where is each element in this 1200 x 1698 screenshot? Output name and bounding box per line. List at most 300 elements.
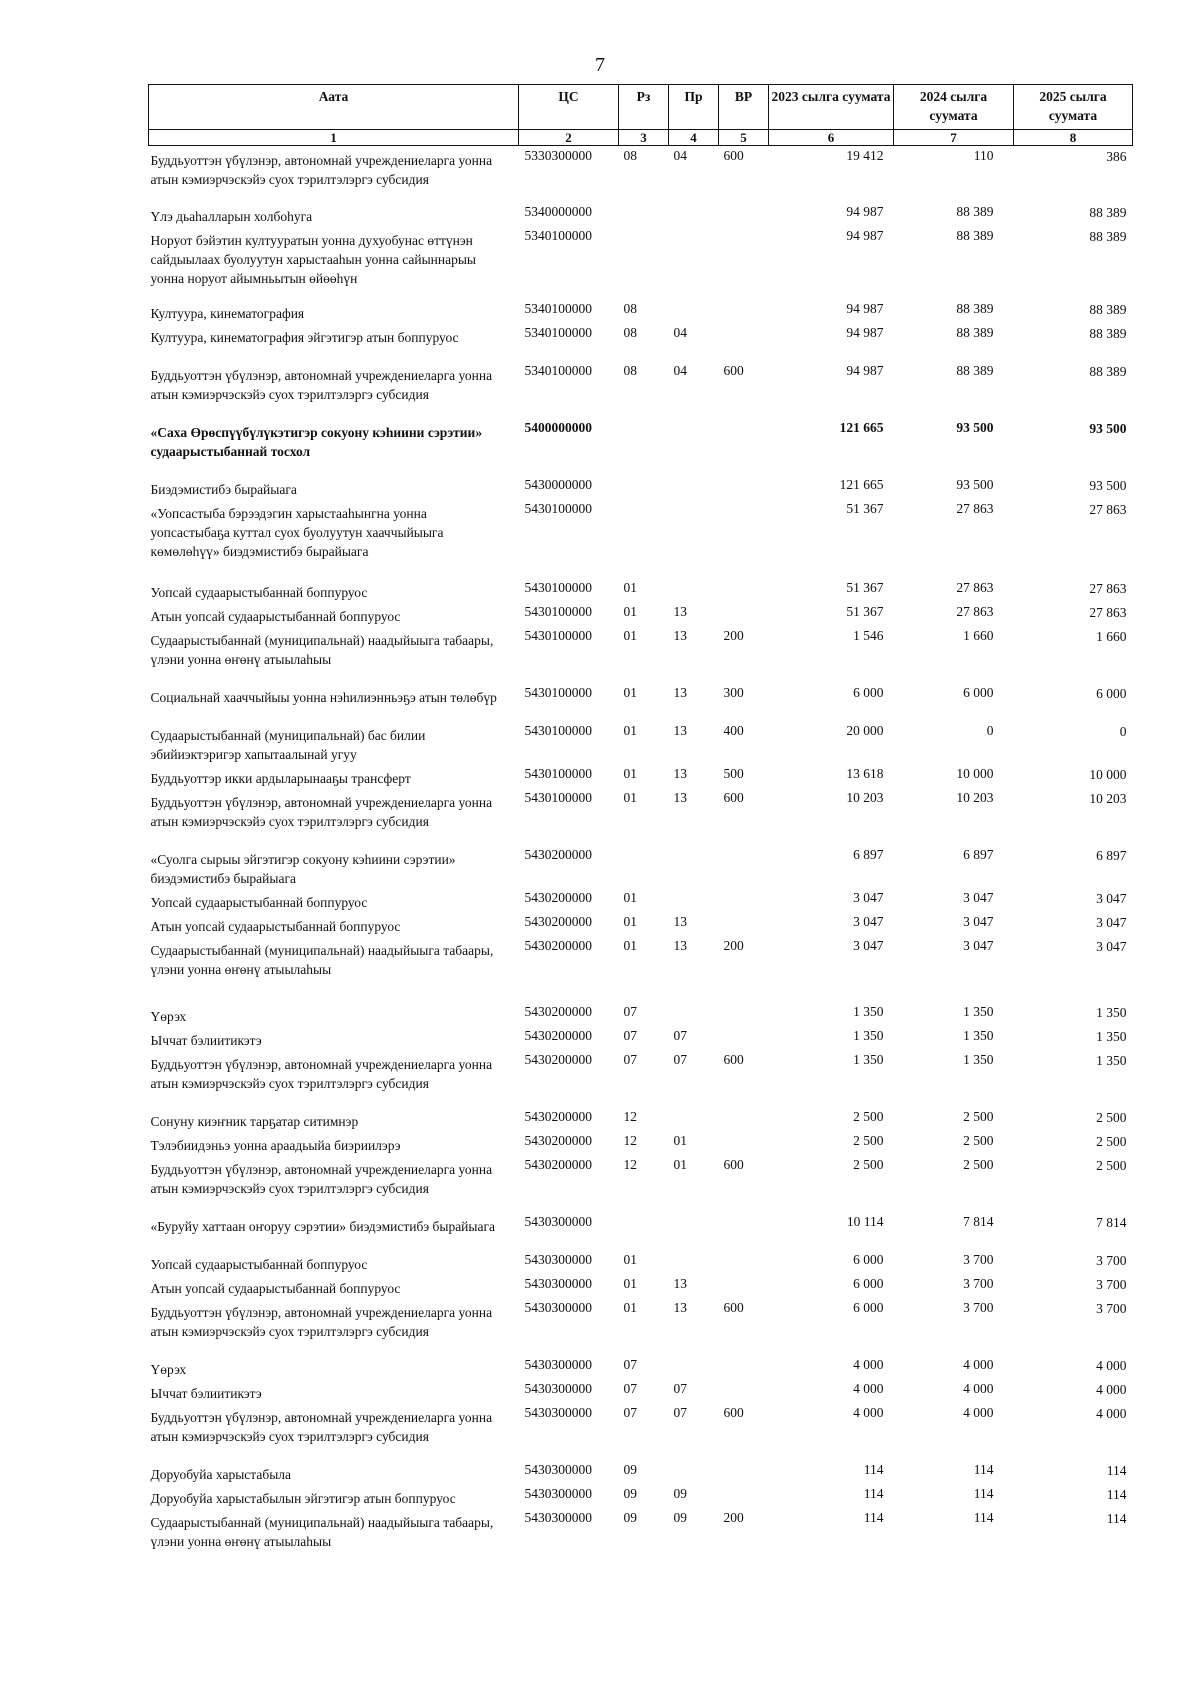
row-value-2024-cell: 3 700 xyxy=(963,1251,994,1267)
row-name: Буддьуоттэн үбүлэнэр, автономнай учреждениеларга уонна атын кэмиэрчэскэйэ суох тэрилтэлэргэ субсидия xyxy=(150,367,493,402)
row-name-cell xyxy=(149,475,519,499)
table-row xyxy=(149,721,1133,764)
row-name: Култуура, кинематография xyxy=(150,305,305,321)
table-row xyxy=(149,1050,1133,1107)
row-pr-cell: 13 xyxy=(673,1275,687,1291)
row-value-2024-cell: 2 500 xyxy=(963,1132,994,1148)
row-name: Уопсай судаарыстыбаннай боппуруос xyxy=(150,1256,368,1272)
row-name: Тэлэбиидэньэ уонна араадьыйа биэриилэрэ xyxy=(150,1137,401,1153)
row-value-2024-cell: 3 700 xyxy=(963,1275,994,1291)
row-name-cell xyxy=(149,1298,519,1355)
row-pr-cell xyxy=(669,475,719,499)
row-name: Доруобуйа харыстабылын эйгэтигэр атын боппуруос xyxy=(150,1490,456,1506)
row-rz-cell: 07 xyxy=(623,1027,637,1043)
row-value-2025-cell xyxy=(1014,602,1133,626)
table-row xyxy=(149,323,1133,361)
row-name-cell xyxy=(149,1131,519,1155)
row-vr-cell: 200 xyxy=(723,627,744,643)
row-name: Буддьуоттэн үбүлэнэр, автономнай учреждениеларга уонна атын кэмиэрчэскэйэ суох тэрилтэлэргэ субсидия xyxy=(150,794,493,829)
row-rz-cell xyxy=(619,202,669,226)
row-rz-cell: 12 xyxy=(623,1156,637,1172)
row-value-2025: 6 000 xyxy=(1096,685,1127,701)
row-value-2023-cell: 1 350 xyxy=(853,1051,884,1067)
row-pr-cell: 13 xyxy=(673,1299,687,1315)
row-cs-code-cell: 5430100000 xyxy=(524,627,592,643)
table-row xyxy=(149,683,1133,721)
row-value-2025: 4 000 xyxy=(1096,1381,1127,1397)
table-row xyxy=(149,1155,1133,1212)
row-vr-cell: 600 xyxy=(723,1051,744,1067)
row-value-2024-cell: 88 389 xyxy=(956,362,994,378)
table-row xyxy=(149,1403,1133,1460)
column-number: 3 xyxy=(619,130,669,146)
row-value-2023-cell: 94 987 xyxy=(846,324,884,340)
row-value-2025: 88 389 xyxy=(1089,325,1127,341)
row-cs-code-cell: 5340000000 xyxy=(524,203,592,219)
row-rz-cell: 12 xyxy=(623,1132,637,1148)
row-vr-cell xyxy=(719,912,769,936)
row-vr-cell xyxy=(719,323,769,361)
row-cs-code-cell: 5330300000 xyxy=(524,148,592,163)
row-name-cell xyxy=(149,1107,519,1131)
row-cs-code-cell: 5340100000 xyxy=(524,324,592,340)
row-value-2023-cell: 6 000 xyxy=(853,1251,884,1267)
column-number-row xyxy=(149,130,1133,146)
row-cs-code-cell: 5430100000 xyxy=(524,603,592,619)
header-cs: ЦС xyxy=(519,85,619,130)
row-name-cell xyxy=(149,323,519,361)
row-pr-cell xyxy=(669,499,719,578)
table-row xyxy=(149,202,1133,226)
row-value-2025-cell xyxy=(1014,499,1133,578)
row-name: Судаарыстыбаннай (муниципальнай) наадыйыыга табаары, үлэни уонна өҥөнү атыылаһыы xyxy=(150,632,494,667)
row-cs-code-cell: 5430300000 xyxy=(524,1461,592,1477)
table-row xyxy=(149,1460,1133,1484)
row-value-2024-cell: 4 000 xyxy=(963,1356,994,1372)
row-value-2024-cell: 10 000 xyxy=(956,765,994,781)
row-value-2025-cell xyxy=(1014,1355,1133,1379)
row-rz-cell: 08 xyxy=(623,148,637,163)
row-name-cell xyxy=(149,1050,519,1107)
row-value-2025-cell xyxy=(1014,912,1133,936)
row-vr-cell: 600 xyxy=(723,362,744,378)
row-value-2025-cell xyxy=(1014,788,1133,845)
row-vr-cell xyxy=(719,1002,769,1026)
row-value-2025: 93 500 xyxy=(1089,420,1127,436)
table-row xyxy=(149,1250,1133,1274)
row-value-2025: 2 500 xyxy=(1096,1157,1127,1173)
table-row xyxy=(149,299,1133,323)
row-name: Сонуну киэҥник тарҕатар ситимнэр xyxy=(150,1113,359,1129)
row-cs-code-cell: 5430300000 xyxy=(524,1380,592,1396)
header-2023: 2023 сылга суумата xyxy=(769,85,894,130)
row-value-2025: 1 350 xyxy=(1096,1028,1127,1044)
row-pr-cell: 01 xyxy=(673,1156,687,1172)
row-rz-cell: 07 xyxy=(623,1380,637,1396)
row-value-2025-cell xyxy=(1014,475,1133,499)
row-value-2025: 2 500 xyxy=(1096,1133,1127,1149)
row-value-2025: 114 xyxy=(1106,1486,1127,1502)
row-value-2025-cell xyxy=(1014,626,1133,683)
table-row xyxy=(149,1107,1133,1131)
row-name: Социальнай хааччыйыы уонна нэһилиэнньэҕэ атын төлөбүр xyxy=(150,689,497,705)
row-value-2023-cell: 13 618 xyxy=(846,765,884,781)
row-vr-cell xyxy=(719,475,769,499)
table-row xyxy=(149,1131,1133,1155)
row-value-2025: 386 xyxy=(1106,149,1127,164)
row-value-2023-cell: 4 000 xyxy=(853,1380,884,1396)
row-vr-cell xyxy=(719,1484,769,1508)
row-cs-code-cell: 5430100000 xyxy=(524,789,592,805)
header-2024: 2024 сылга суумата xyxy=(894,85,1014,130)
row-rz-cell: 01 xyxy=(623,913,637,929)
row-value-2025-cell xyxy=(1014,1131,1133,1155)
row-value-2023-cell: 114 xyxy=(863,1461,884,1477)
column-number: 1 xyxy=(149,130,519,146)
row-value-2024-cell: 10 203 xyxy=(956,789,994,805)
row-pr-cell: 01 xyxy=(673,1132,687,1148)
row-pr-cell xyxy=(669,578,719,602)
row-value-2025-cell xyxy=(1014,1026,1133,1050)
row-name: Үлэ дьаһалларын холбоһуга xyxy=(150,208,313,224)
row-value-2025-cell xyxy=(1014,1298,1133,1355)
row-value-2023-cell: 94 987 xyxy=(846,227,884,243)
row-value-2023-cell: 51 367 xyxy=(846,500,884,516)
row-vr-cell xyxy=(719,418,769,475)
row-value-2024-cell: 2 500 xyxy=(963,1156,994,1172)
row-name: Атын уопсай судаарыстыбаннай боппуруос xyxy=(150,608,401,624)
row-value-2024-cell: 3 047 xyxy=(963,889,994,905)
row-vr-cell xyxy=(719,1107,769,1131)
row-vr-cell: 600 xyxy=(723,789,744,805)
row-rz-cell: 01 xyxy=(623,765,637,781)
row-pr-cell: 04 xyxy=(673,148,687,163)
row-value-2024-cell: 114 xyxy=(973,1509,994,1525)
row-value-2025-cell xyxy=(1014,1379,1133,1403)
row-value-2024-cell: 1 660 xyxy=(963,627,994,643)
row-value-2025: 3 700 xyxy=(1096,1252,1127,1268)
row-value-2025: 114 xyxy=(1106,1462,1127,1478)
row-name: Норуот бэйэтин култууратын уонна духуобунас өттүнэн сайдыылаах буолуутун харыстааһын уонна сайыннарыы уонна норуот айымньытын өйөөһүн xyxy=(150,232,476,286)
row-name-cell xyxy=(149,146,519,202)
row-cs-code-cell: 5430300000 xyxy=(524,1356,592,1372)
row-name-cell xyxy=(149,578,519,602)
row-vr-cell xyxy=(719,499,769,578)
row-value-2024-cell: 88 389 xyxy=(956,300,994,316)
row-value-2024-cell: 93 500 xyxy=(956,476,994,492)
table-row xyxy=(149,1355,1133,1379)
column-number: 8 xyxy=(1014,130,1133,146)
row-value-2024-cell: 3 047 xyxy=(963,913,994,929)
row-name: Биэдэмистибэ бырайыага xyxy=(150,481,297,497)
row-value-2025-cell xyxy=(1014,1403,1133,1460)
row-name-cell xyxy=(149,1155,519,1212)
table-row xyxy=(149,1508,1133,1554)
row-rz-cell: 09 xyxy=(623,1485,637,1501)
row-value-2025: 4 000 xyxy=(1096,1405,1127,1421)
row-name: Буддьуоттэн үбүлэнэр, автономнай учреждениеларга уонна атын кэмиэрчэскэйэ суох тэрилтэлэргэ субсидия xyxy=(150,1409,493,1444)
row-pr-cell: 13 xyxy=(673,722,687,738)
table-row xyxy=(149,788,1133,845)
row-value-2023-cell: 2 500 xyxy=(853,1108,884,1124)
row-value-2025-cell xyxy=(1014,1274,1133,1298)
row-value-2025: 88 389 xyxy=(1089,363,1127,379)
row-value-2025: 4 000 xyxy=(1096,1357,1127,1373)
row-name-cell xyxy=(149,418,519,475)
row-name: Судаарыстыбаннай (муниципальнай) наадыйыыга табаары, үлэни уонна өҥөнү атыылаһыы xyxy=(150,942,494,977)
row-value-2024-cell: 1 350 xyxy=(963,1027,994,1043)
row-pr-cell: 07 xyxy=(673,1027,687,1043)
row-cs-code-cell: 5430200000 xyxy=(524,889,592,905)
row-pr-cell xyxy=(669,1107,719,1131)
table-row xyxy=(149,418,1133,475)
row-value-2025-cell xyxy=(1014,936,1133,1002)
row-name: «Буруйу хаттаан оҥоруу сэрэтии» биэдэмистибэ бырайыага xyxy=(150,1218,496,1234)
row-rz-cell: 07 xyxy=(623,1404,637,1420)
row-name: Атын уопсай судаарыстыбаннай боппуруос xyxy=(150,918,401,934)
table-row xyxy=(149,146,1133,202)
row-value-2025-cell xyxy=(1014,1002,1133,1026)
row-cs-code-cell: 5400000000 xyxy=(524,419,592,435)
row-value-2024-cell: 2 500 xyxy=(963,1108,994,1124)
row-name-cell xyxy=(149,602,519,626)
table-row xyxy=(149,578,1133,602)
row-name-cell xyxy=(149,788,519,845)
row-pr-cell: 07 xyxy=(673,1404,687,1420)
budget-table xyxy=(148,84,1133,1554)
header-name: Аата xyxy=(149,85,519,130)
row-vr-cell: 200 xyxy=(723,1509,744,1525)
row-value-2023-cell: 2 500 xyxy=(853,1132,884,1148)
row-name-cell xyxy=(149,721,519,764)
row-value-2025: 3 047 xyxy=(1096,938,1127,954)
row-value-2023-cell: 1 350 xyxy=(853,1027,884,1043)
row-name: Судаарыстыбаннай (муниципальнай) бас билии эбийиэктэригэр хапытаалынай угуу xyxy=(150,727,426,762)
row-value-2025: 3 047 xyxy=(1096,914,1127,930)
row-name-cell xyxy=(149,845,519,888)
row-cs-code-cell: 5340100000 xyxy=(524,227,592,243)
row-value-2023-cell: 19 412 xyxy=(846,148,884,163)
row-vr-cell: 600 xyxy=(723,1156,744,1172)
row-value-2023-cell: 6 897 xyxy=(853,846,884,862)
row-cs-code-cell: 5430200000 xyxy=(524,937,592,953)
row-cs-code-cell: 5430100000 xyxy=(524,722,592,738)
row-value-2024-cell: 7 814 xyxy=(963,1213,994,1229)
row-value-2024-cell: 114 xyxy=(973,1461,994,1477)
row-value-2025: 10 000 xyxy=(1089,766,1127,782)
row-vr-cell xyxy=(719,202,769,226)
row-rz-cell xyxy=(619,1212,669,1250)
column-number: 6 xyxy=(769,130,894,146)
table-row xyxy=(149,1484,1133,1508)
table-row xyxy=(149,499,1133,578)
row-value-2023-cell: 121 665 xyxy=(839,419,884,435)
row-cs-code-cell: 5430200000 xyxy=(524,846,592,862)
row-pr-cell: 13 xyxy=(673,789,687,805)
row-name: Буддьуоттэр икки ардыларынааҕы трансферт xyxy=(150,770,411,786)
row-rz-cell: 01 xyxy=(623,889,637,905)
row-name: Судаарыстыбаннай (муниципальнай) наадыйыыга табаары, үлэни уонна өҥөнү атыылаһыы xyxy=(150,1514,494,1549)
row-name-cell xyxy=(149,1403,519,1460)
row-vr-cell: 600 xyxy=(723,1404,744,1420)
row-name-cell xyxy=(149,1484,519,1508)
row-rz-cell: 01 xyxy=(623,1299,637,1315)
column-number: 7 xyxy=(894,130,1014,146)
row-value-2025-cell xyxy=(1014,1250,1133,1274)
header-2025: 2025 сылга суумата xyxy=(1014,85,1133,130)
column-number: 5 xyxy=(719,130,769,146)
row-value-2024-cell: 4 000 xyxy=(963,1404,994,1420)
row-name-cell xyxy=(149,1274,519,1298)
row-value-2025-cell xyxy=(1014,683,1133,721)
row-value-2025-cell xyxy=(1014,323,1133,361)
row-cs-code-cell: 5430100000 xyxy=(524,579,592,595)
row-value-2025: 88 389 xyxy=(1089,228,1127,244)
row-name-cell xyxy=(149,626,519,683)
header-pr: Пр xyxy=(669,85,719,130)
row-name: Буддьуоттэн үбүлэнэр, автономнай учреждениеларга уонна атын кэмиэрчэскэйэ суох тэрилтэлэргэ субсидия xyxy=(150,1056,493,1091)
row-value-2023-cell: 10 203 xyxy=(846,789,884,805)
row-value-2023-cell: 51 367 xyxy=(846,603,884,619)
row-rz-cell: 01 xyxy=(623,684,637,700)
row-pr-cell: 13 xyxy=(673,627,687,643)
row-value-2025: 1 350 xyxy=(1096,1052,1127,1068)
row-value-2025: 6 897 xyxy=(1096,847,1127,863)
row-pr-cell xyxy=(669,845,719,888)
row-rz-cell: 07 xyxy=(623,1356,637,1372)
row-value-2025-cell xyxy=(1014,721,1133,764)
header-row xyxy=(149,85,1133,130)
row-value-2023-cell: 3 047 xyxy=(853,913,884,929)
row-vr-cell xyxy=(719,578,769,602)
table-row xyxy=(149,1002,1133,1026)
table-row xyxy=(149,1379,1133,1403)
row-value-2023-cell: 2 500 xyxy=(853,1156,884,1172)
row-pr-cell: 07 xyxy=(673,1051,687,1067)
row-value-2024-cell: 27 863 xyxy=(956,500,994,516)
table-row xyxy=(149,475,1133,499)
row-value-2023-cell: 1 350 xyxy=(853,1003,884,1019)
row-vr-cell xyxy=(719,1274,769,1298)
row-cs-code-cell: 5430000000 xyxy=(524,476,592,492)
row-name-cell xyxy=(149,226,519,299)
row-value-2023-cell: 94 987 xyxy=(846,203,884,219)
row-value-2025-cell xyxy=(1014,1460,1133,1484)
row-value-2025-cell xyxy=(1014,226,1133,299)
row-value-2025-cell xyxy=(1014,578,1133,602)
row-rz-cell: 07 xyxy=(623,1051,637,1067)
row-value-2024-cell: 6 897 xyxy=(963,846,994,862)
row-cs-code-cell: 5430200000 xyxy=(524,1108,592,1124)
row-value-2025-cell xyxy=(1014,418,1133,475)
table-row xyxy=(149,1026,1133,1050)
row-name-cell xyxy=(149,1460,519,1484)
row-value-2025: 7 814 xyxy=(1096,1214,1127,1230)
row-name-cell xyxy=(149,1026,519,1050)
row-name: «Уопсастыба бэрээдэгин харыстааһынгна уонна уопсастыбаҕа куттал суох буолуутун хааччыйыыга көмөлөһүү» биэдэмистибэ бырайыага xyxy=(150,505,444,559)
row-pr-cell: 13 xyxy=(673,765,687,781)
table-row xyxy=(149,1274,1133,1298)
table-row xyxy=(149,361,1133,418)
row-value-2025: 88 389 xyxy=(1089,301,1127,317)
row-name-cell xyxy=(149,1379,519,1403)
row-cs-code-cell: 5430300000 xyxy=(524,1251,592,1267)
row-value-2025: 88 389 xyxy=(1089,204,1127,220)
row-value-2025: 27 863 xyxy=(1089,580,1127,596)
row-value-2023-cell: 4 000 xyxy=(853,1404,884,1420)
row-rz-cell: 08 xyxy=(623,300,637,316)
column-number: 2 xyxy=(519,130,619,146)
row-cs-code-cell: 5430200000 xyxy=(524,1156,592,1172)
row-name: Култуура, кинематография эйгэтигэр атын боппуруос xyxy=(150,329,459,345)
row-name: Ыччат бэлиитикэтэ xyxy=(150,1032,262,1048)
row-cs-code-cell: 5340100000 xyxy=(524,300,592,316)
row-vr-cell xyxy=(719,226,769,299)
row-vr-cell xyxy=(719,888,769,912)
row-value-2023-cell: 114 xyxy=(863,1485,884,1501)
row-value-2024-cell: 88 389 xyxy=(956,324,994,340)
row-value-2023-cell: 6 000 xyxy=(853,1275,884,1291)
row-value-2025: 3 700 xyxy=(1096,1276,1127,1292)
row-rz-cell: 07 xyxy=(623,1003,637,1019)
table-row xyxy=(149,226,1133,299)
row-value-2024-cell: 110 xyxy=(973,148,994,163)
row-rz-cell: 01 xyxy=(623,579,637,595)
row-name: «Саха Өрөспүүбүлүкэтигэр сокуону кэһиини сэрэтии» судаарыстыбаннай тосхол xyxy=(150,424,483,459)
header-rz: Рз xyxy=(619,85,669,130)
row-vr-cell: 500 xyxy=(723,765,744,781)
row-pr-cell xyxy=(669,888,719,912)
row-value-2023-cell: 114 xyxy=(863,1509,884,1525)
row-cs-code-cell: 5430300000 xyxy=(524,1509,592,1525)
row-vr-cell xyxy=(719,1250,769,1274)
row-cs-code-cell: 5430300000 xyxy=(524,1299,592,1315)
row-value-2025-cell xyxy=(1014,202,1133,226)
row-rz-cell: 08 xyxy=(623,324,637,340)
row-value-2023-cell: 3 047 xyxy=(853,937,884,953)
row-pr-cell xyxy=(669,1460,719,1484)
row-name: Атын уопсай судаарыстыбаннай боппуруос xyxy=(150,1280,401,1296)
row-vr-cell xyxy=(719,1460,769,1484)
row-value-2023-cell: 121 665 xyxy=(839,476,884,492)
row-value-2025-cell xyxy=(1014,299,1133,323)
row-value-2025-cell xyxy=(1014,1212,1133,1250)
row-name-cell xyxy=(149,1508,519,1554)
row-pr-cell xyxy=(669,1212,719,1250)
row-name-cell xyxy=(149,888,519,912)
row-value-2024-cell: 3 700 xyxy=(963,1299,994,1315)
row-cs-code-cell: 5430200000 xyxy=(524,913,592,929)
row-cs-code-cell: 5430200000 xyxy=(524,1003,592,1019)
table-row xyxy=(149,912,1133,936)
row-cs-code-cell: 5430300000 xyxy=(524,1485,592,1501)
row-value-2024-cell: 88 389 xyxy=(956,227,994,243)
row-pr-cell xyxy=(669,299,719,323)
row-value-2025: 93 500 xyxy=(1089,477,1127,493)
row-value-2025-cell xyxy=(1014,764,1133,788)
row-value-2025: 27 863 xyxy=(1089,501,1127,517)
row-cs-code-cell: 5430100000 xyxy=(524,765,592,781)
row-value-2025-cell xyxy=(1014,1107,1133,1131)
row-pr-cell xyxy=(669,1355,719,1379)
row-value-2023-cell: 10 114 xyxy=(846,1213,884,1229)
row-value-2024-cell: 27 863 xyxy=(956,603,994,619)
row-name-cell xyxy=(149,936,519,1002)
row-vr-cell xyxy=(719,1212,769,1250)
header-vr: ВР xyxy=(719,85,769,130)
row-vr-cell xyxy=(719,1379,769,1403)
row-value-2024-cell: 114 xyxy=(973,1485,994,1501)
